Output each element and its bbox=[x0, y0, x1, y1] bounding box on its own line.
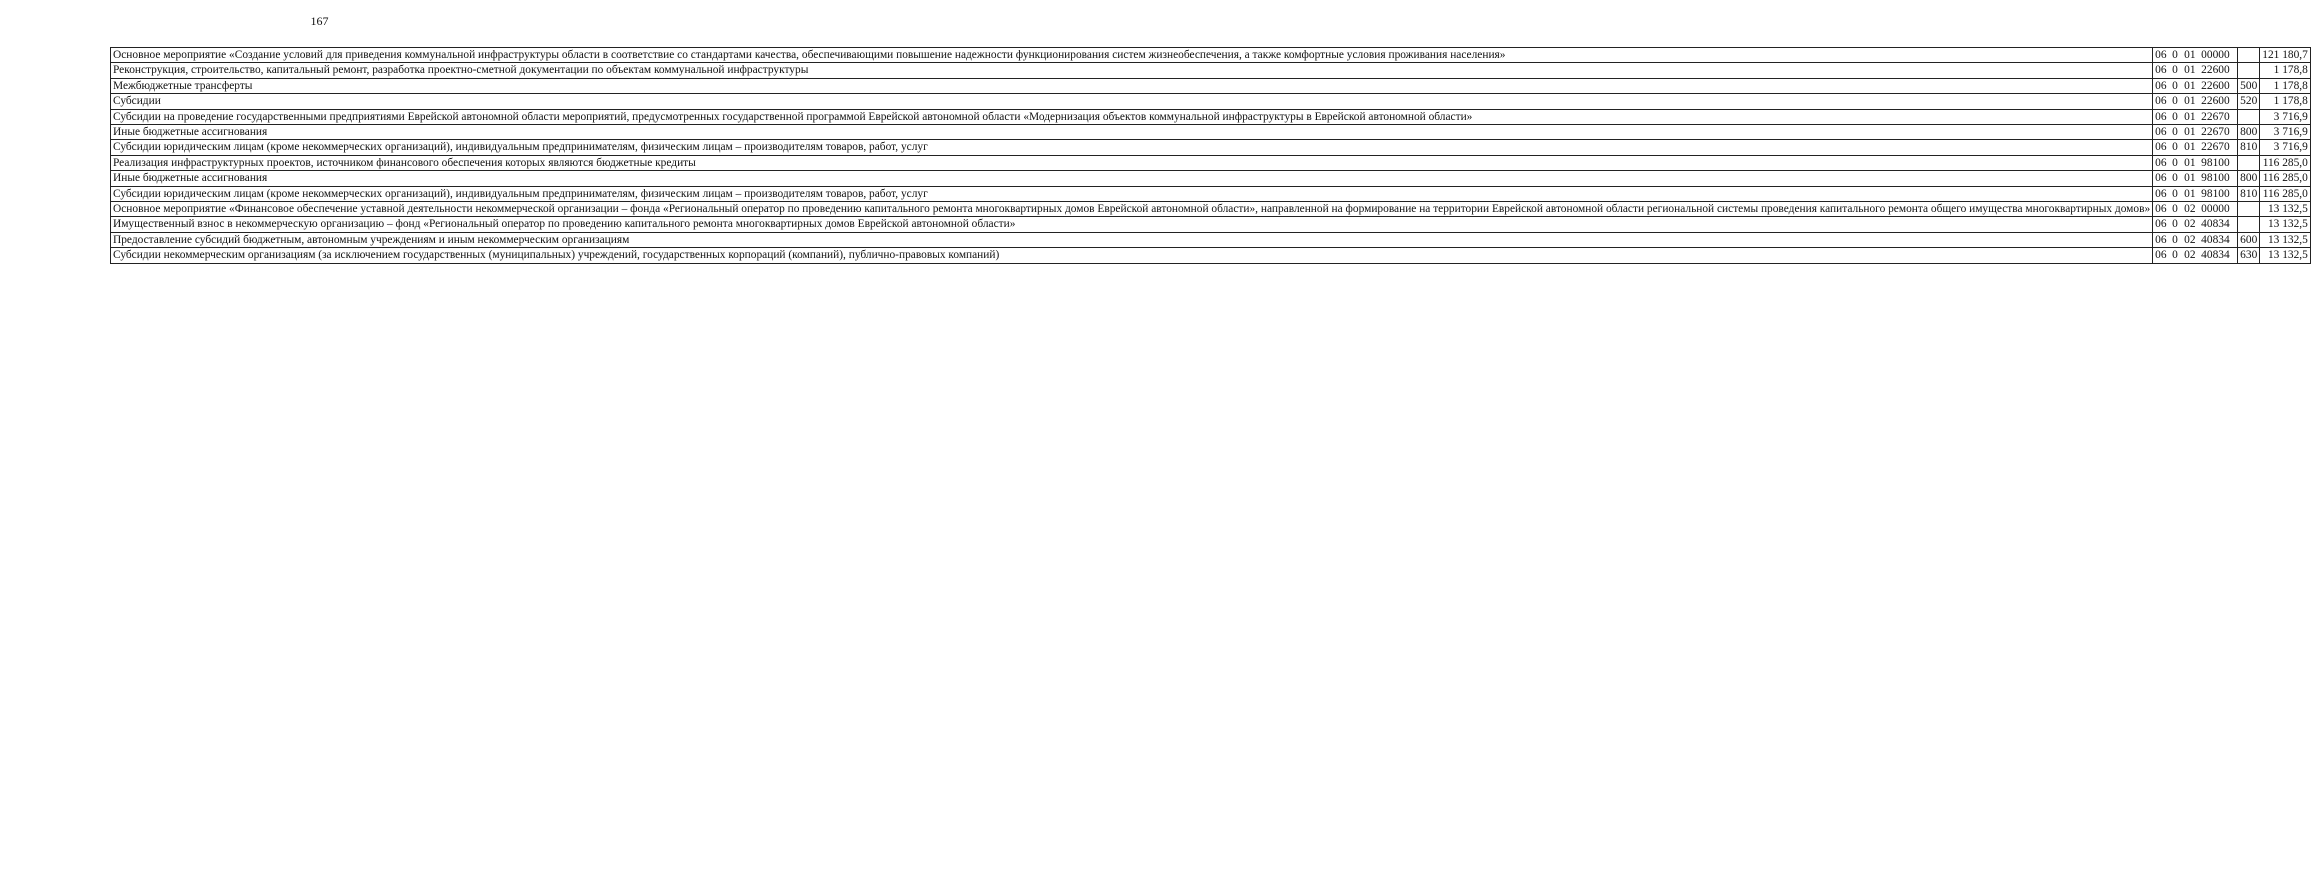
code-part: 22600 bbox=[2201, 95, 2230, 108]
row-expense-type-cell bbox=[2238, 48, 2260, 63]
table-row bbox=[111, 140, 2311, 155]
row-expense-type-cell: 500 bbox=[2238, 78, 2260, 93]
code-part: 00000 bbox=[2201, 49, 2230, 61]
code-part: 06 bbox=[2155, 64, 2167, 77]
code-part: 0 bbox=[2172, 126, 2178, 139]
table-row bbox=[111, 171, 2311, 186]
code-part: 0 bbox=[2172, 49, 2178, 61]
code-part: 01 bbox=[2184, 172, 2196, 185]
table-row bbox=[111, 125, 2311, 140]
table-row bbox=[111, 94, 2311, 109]
row-name-cell: Субсидии юридическим лицам (кроме некоммерческих организаций), индивидуальным предпринимателям, физическим лицам – производителям товаров, работ, услуг bbox=[111, 186, 2153, 201]
code-part: 01 bbox=[2184, 156, 2196, 169]
row-code-cell bbox=[2153, 171, 2238, 186]
row-expense-type-cell: 810 bbox=[2238, 186, 2260, 201]
code-part: 98100 bbox=[2201, 172, 2230, 185]
code-part: 02 bbox=[2184, 218, 2196, 231]
code-part: 40834 bbox=[2201, 233, 2230, 246]
row-name-cell: Иные бюджетные ассигнования bbox=[111, 171, 2153, 186]
row-name-cell: Субсидии юридическим лицам (кроме некоммерческих организаций), индивидуальным предпринимателям, физическим лицам – производителям товаров, работ, услуг bbox=[111, 140, 2153, 155]
code-part: 0 bbox=[2172, 64, 2178, 77]
row-sum-cell: 1 178,8 bbox=[2260, 78, 2311, 93]
row-code-cell bbox=[2153, 202, 2238, 217]
code-part: 06 bbox=[2155, 49, 2167, 61]
code-part: 00000 bbox=[2201, 203, 2230, 216]
row-expense-type-cell: 800 bbox=[2238, 171, 2260, 186]
code-part: 06 bbox=[2155, 141, 2167, 154]
row-name-cell: Субсидии некоммерческим организациям (за исключением государственных (муниципальных) учреждений, государственных корпораций (компаний), публично-правовых компаний) bbox=[111, 248, 2153, 263]
code-part: 0 bbox=[2172, 249, 2178, 262]
code-part: 01 bbox=[2184, 64, 2196, 77]
row-name-cell: Иные бюджетные ассигнования bbox=[111, 125, 2153, 140]
code-part: 02 bbox=[2184, 203, 2196, 216]
row-sum-cell: 116 285,0 bbox=[2260, 171, 2311, 186]
code-part: 0 bbox=[2172, 187, 2178, 200]
code-part: 06 bbox=[2155, 126, 2167, 139]
code-part: 40834 bbox=[2201, 249, 2230, 262]
row-expense-type-cell: 810 bbox=[2238, 140, 2260, 155]
row-sum-cell: 13 132,5 bbox=[2260, 248, 2311, 263]
code-part: 22600 bbox=[2201, 79, 2230, 92]
row-expense-type-cell bbox=[2238, 202, 2260, 217]
code-part: 06 bbox=[2155, 203, 2167, 216]
row-sum-cell: 13 132,5 bbox=[2260, 202, 2311, 217]
code-part: 0 bbox=[2172, 141, 2178, 154]
code-part: 22670 bbox=[2201, 110, 2230, 123]
code-part: 0 bbox=[2172, 203, 2178, 216]
code-part: 0 bbox=[2172, 156, 2178, 169]
code-part: 01 bbox=[2184, 95, 2196, 108]
row-sum-cell: 3 716,9 bbox=[2260, 125, 2311, 140]
row-name-cell: Основное мероприятие «Создание условий для приведения коммунальной инфраструктуры области в соответствие со стандартами качества, обеспечивающими повышение надежности функционирования систем жизнеобеспечения, а также комфортные условия проживания населения» bbox=[111, 48, 2153, 63]
code-part: 01 bbox=[2184, 79, 2196, 92]
row-sum-cell: 3 716,9 bbox=[2260, 109, 2311, 124]
row-code-cell bbox=[2153, 232, 2238, 247]
table-row bbox=[111, 155, 2311, 170]
code-part: 22600 bbox=[2201, 64, 2230, 77]
row-name-cell: Имущественный взнос в некоммерческую организацию – фонд «Региональный оператор по проведению капитального ремонта многоквартирных домов Еврейской автономной области» bbox=[111, 217, 2153, 232]
code-part: 0 bbox=[2172, 218, 2178, 231]
code-part: 06 bbox=[2155, 156, 2167, 169]
row-expense-type-cell bbox=[2238, 155, 2260, 170]
code-part: 06 bbox=[2155, 110, 2167, 123]
code-part: 01 bbox=[2184, 110, 2196, 123]
table-row bbox=[111, 48, 2311, 63]
row-expense-type-cell: 800 bbox=[2238, 125, 2260, 140]
code-part: 06 bbox=[2155, 95, 2167, 108]
code-part: 01 bbox=[2184, 126, 2196, 139]
code-part: 06 bbox=[2155, 218, 2167, 231]
row-expense-type-cell bbox=[2238, 217, 2260, 232]
row-sum-cell: 1 178,8 bbox=[2260, 63, 2311, 78]
row-name-cell: Субсидии на проведение государственными предприятиями Еврейской автономной области мероприятий, предусмотренных государственной программой Еврейской автономной области «Модернизация объектов коммунальной инфраструктуры в Еврейской автономной области» bbox=[111, 109, 2153, 124]
row-sum-cell: 116 285,0 bbox=[2260, 186, 2311, 201]
code-part: 40834 bbox=[2201, 218, 2230, 231]
row-expense-type-cell: 630 bbox=[2238, 248, 2260, 263]
code-part: 06 bbox=[2155, 233, 2167, 246]
row-code-cell bbox=[2153, 94, 2238, 109]
row-code-cell bbox=[2153, 78, 2238, 93]
row-expense-type-cell: 600 bbox=[2238, 232, 2260, 247]
code-part: 01 bbox=[2184, 187, 2196, 200]
row-expense-type-cell bbox=[2238, 109, 2260, 124]
code-part: 06 bbox=[2155, 249, 2167, 262]
code-part: 06 bbox=[2155, 172, 2167, 185]
row-sum-cell: 1 178,8 bbox=[2260, 94, 2311, 109]
row-code-cell bbox=[2153, 48, 2238, 63]
code-part: 01 bbox=[2184, 141, 2196, 154]
code-part: 06 bbox=[2155, 79, 2167, 92]
row-code-cell bbox=[2153, 217, 2238, 232]
table-row bbox=[111, 186, 2311, 201]
code-part: 0 bbox=[2172, 95, 2178, 108]
code-part: 01 bbox=[2184, 49, 2196, 61]
row-sum-cell: 3 716,9 bbox=[2260, 140, 2311, 155]
code-part: 98100 bbox=[2201, 156, 2230, 169]
row-sum-cell: 121 180,7 bbox=[2260, 48, 2311, 63]
row-name-cell: Реконструкция, строительство, капитальный ремонт, разработка проектно-сметной документации по объектам коммунальной инфраструктуры bbox=[111, 63, 2153, 78]
budget-table bbox=[110, 47, 2311, 264]
row-expense-type-cell bbox=[2238, 63, 2260, 78]
table-row bbox=[111, 202, 2311, 217]
row-code-cell bbox=[2153, 140, 2238, 155]
code-part: 06 bbox=[2155, 187, 2167, 200]
code-part: 22670 bbox=[2201, 126, 2230, 139]
row-sum-cell: 13 132,5 bbox=[2260, 217, 2311, 232]
code-part: 02 bbox=[2184, 249, 2196, 262]
table-row bbox=[111, 232, 2311, 247]
budget-table-body bbox=[111, 48, 2311, 264]
table-row bbox=[111, 109, 2311, 124]
row-sum-cell: 13 132,5 bbox=[2260, 232, 2311, 247]
code-part: 0 bbox=[2172, 110, 2178, 123]
row-code-cell bbox=[2153, 155, 2238, 170]
row-code-cell bbox=[2153, 248, 2238, 263]
code-part: 0 bbox=[2172, 172, 2178, 185]
table-row bbox=[111, 217, 2311, 232]
row-name-cell: Основное мероприятие «Финансовое обеспечение уставной деятельности некоммерческой организации – фонда «Региональный оператор по проведению капитального ремонта многоквартирных домов Еврейской автономной области», направленной на формирование на территории Еврейской автономной области региональной системы проведения капитального ремонта общего имущества многоквартирных домов» bbox=[111, 202, 2153, 217]
row-code-cell bbox=[2153, 186, 2238, 201]
row-code-cell bbox=[2153, 125, 2238, 140]
code-part: 02 bbox=[2184, 233, 2196, 246]
row-sum-cell: 116 285,0 bbox=[2260, 155, 2311, 170]
row-code-cell bbox=[2153, 63, 2238, 78]
code-part: 22670 bbox=[2201, 141, 2230, 154]
table-row bbox=[111, 248, 2311, 263]
row-name-cell: Субсидии bbox=[111, 94, 2153, 109]
table-row bbox=[111, 63, 2311, 78]
page-number: 167 bbox=[310, 14, 329, 28]
row-code-cell bbox=[2153, 109, 2238, 124]
row-name-cell: Реализация инфраструктурных проектов, источником финансового обеспечения которых являются бюджетные кредиты bbox=[111, 155, 2153, 170]
row-expense-type-cell: 520 bbox=[2238, 94, 2260, 109]
code-part: 0 bbox=[2172, 79, 2178, 92]
table-row bbox=[111, 78, 2311, 93]
code-part: 0 bbox=[2172, 233, 2178, 246]
row-name-cell: Межбюджетные трансферты bbox=[111, 78, 2153, 93]
code-part: 98100 bbox=[2201, 187, 2230, 200]
row-name-cell: Предоставление субсидий бюджетным, автономным учреждениям и иным некоммерческим организациям bbox=[111, 232, 2153, 247]
